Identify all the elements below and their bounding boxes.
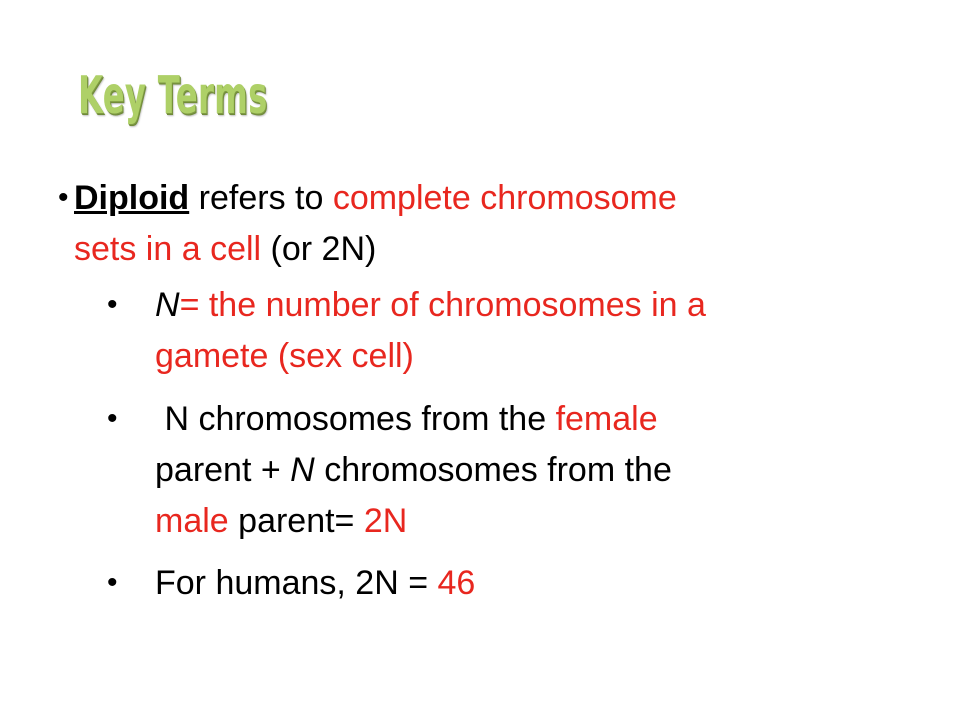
sub-bullet-3-text: For humans, 2N = (155, 564, 429, 602)
sub-bullet-1-red-b: gamete (sex cell) (155, 337, 414, 375)
main-bullet-red-2: sets in a cell (74, 230, 262, 268)
main-bullet-line-2 (74, 225, 376, 273)
bullet-dot: • (107, 288, 118, 321)
italic-n: N (290, 451, 315, 489)
italic-n: N (155, 286, 180, 324)
slide-title: Key Terms (78, 66, 268, 126)
sub-bullet-2-text-b: parent + (155, 451, 281, 489)
main-bullet-text-1: refers to (198, 179, 324, 217)
sub-bullet-2-line-3 (155, 497, 407, 545)
main-bullet-line-1 (74, 174, 677, 222)
sub-bullet-2-red-c: 2N (363, 502, 408, 540)
sub-bullet-2-red-b: male (155, 502, 229, 540)
sub-bullet-1-red-a: = the number of chromosomes in a (179, 286, 706, 324)
bullet-dot: • (107, 566, 118, 599)
sub-bullet-3-red: 46 (437, 564, 476, 602)
sub-bullet-2-line-2 (155, 446, 672, 494)
sub-bullet-2-red-a: female (555, 400, 658, 438)
sub-bullet-2-text-c: chromosomes from the (324, 451, 672, 489)
sub-bullet-1-line-1 (155, 281, 706, 329)
sub-bullet-2-text-a: N chromosomes from the (164, 400, 547, 438)
sub-bullet-2-text-d: parent= (238, 502, 355, 540)
sub-bullet-3-line-1 (155, 559, 475, 607)
term-diploid: Diploid (74, 179, 190, 217)
sub-bullet-2-line-1 (155, 395, 658, 443)
bullet-dot: • (107, 402, 118, 435)
main-bullet-red-1: complete chromosome (332, 179, 677, 217)
bullet-dot: • (58, 181, 69, 214)
sub-bullet-1-line-2 (155, 332, 414, 380)
main-bullet-text-2: (or 2N) (270, 230, 377, 268)
